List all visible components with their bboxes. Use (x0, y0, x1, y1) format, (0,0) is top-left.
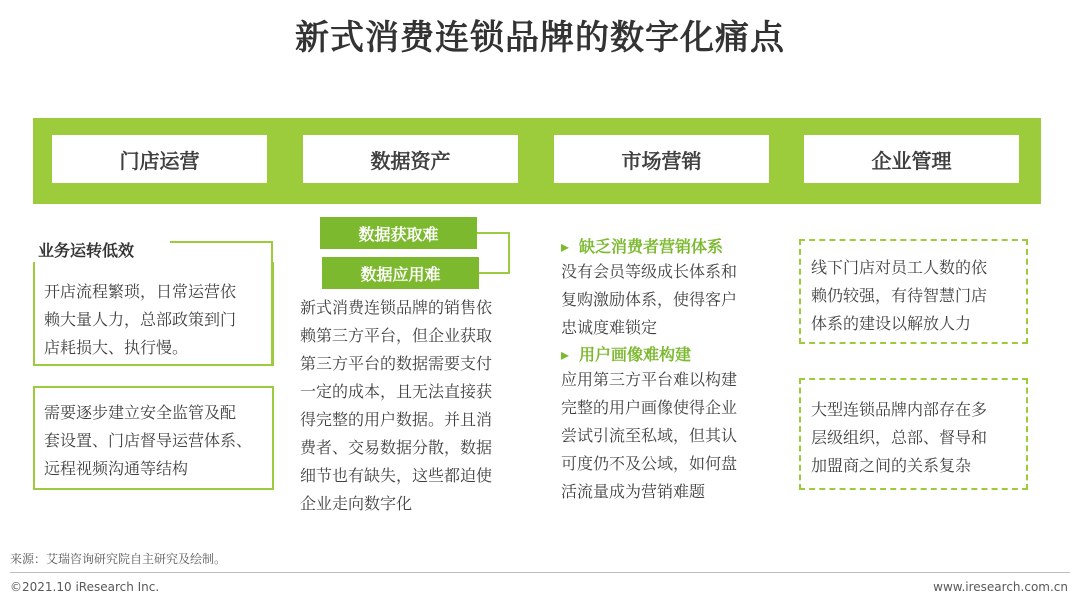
col2-line: 一定的成本，且无法直接获 (300, 382, 493, 401)
col3-p2-line: 完整的用户画像使得企业 (561, 398, 738, 417)
website-link[interactable]: www.iresearch.com.cn (933, 580, 1068, 594)
copyright: ©2021.10 iResearch Inc. (10, 580, 160, 594)
tab-marketing: 市场营销 (554, 135, 769, 183)
col4-box1-line: 体系的建设以解放人力 (811, 314, 972, 333)
col2-paragraph (300, 294, 492, 518)
col1-box1-line: 店耗损大、执行慢。 (44, 338, 189, 357)
col4-box1-line: 赖仍较强，有待智慧门店 (811, 286, 988, 305)
col4-box2-line: 层级组织，总部、督导和 (811, 428, 988, 447)
col2-line: 细节也有缺失，这些都迫使 (300, 466, 493, 485)
col2-line: 费者、交易数据分散，数据 (300, 438, 493, 457)
col1-box1-line: 开店流程繁琐，日常运营依 (44, 282, 237, 301)
col1-heading: 业务运转低效 (38, 241, 135, 260)
col4-box2-line: 加盟商之间的关系复杂 (811, 456, 972, 475)
col3-p2-line: 可度仍不及公域，如何盘 (561, 454, 738, 473)
green-arrow-icon: ▸ (561, 237, 570, 256)
col4-box2-line: 大型连锁品牌内部存在多 (811, 400, 988, 419)
source-note: 来源：艾瑞咨询研究院自主研究及绘制。 (10, 552, 227, 566)
tab-store-operations: 门店运营 (52, 135, 267, 183)
col1-box2-line: 远程视频沟通等结构 (44, 459, 189, 478)
col3-p2-line: 应用第三方平台难以构建 (561, 370, 738, 389)
green-arrow-icon: ▸ (561, 345, 570, 364)
col2-line: 第三方平台的数据需要支付 (300, 354, 493, 373)
tab-enterprise-management: 企业管理 (804, 135, 1019, 183)
col1-box2-line: 需要逐步建立安全监管及配 (44, 403, 237, 422)
col3-heading-1-label: 缺乏消费者营销体系 (579, 237, 724, 256)
tab-data-assets: 数据资产 (303, 135, 518, 183)
footer-divider (10, 572, 1070, 573)
page-title: 新式消费连锁品牌的数字化痛点 (295, 18, 785, 58)
data-application-badge: 数据应用难 (322, 257, 479, 289)
col4-box2-text (811, 396, 987, 480)
col3-p2-line: 活流量成为营销难题 (561, 482, 706, 501)
col2-line: 得完整的用户数据。并且消 (300, 410, 493, 429)
col3-heading-2-label: 用户画像难构建 (579, 345, 692, 364)
col2-line: 新式消费连锁品牌的销售依 (300, 298, 493, 317)
col3-heading-1 (561, 234, 723, 257)
col4-box1-text (811, 254, 987, 338)
col2-line: 企业走向数字化 (300, 494, 413, 513)
col3-paragraph-2 (561, 366, 737, 506)
col3-p1-line: 复购激励体系，使得客户 (561, 290, 738, 309)
col3-heading-2 (561, 342, 691, 365)
col3-p1-line: 没有会员等级成长体系和 (561, 262, 738, 281)
col2-line: 赖第三方平台，但企业获取 (300, 326, 493, 345)
col3-p2-line: 尝试引流至私域，但其认 (561, 426, 738, 445)
col4-box1-line: 线下门店对员工人数的依 (811, 258, 988, 277)
badge-connector (477, 231, 513, 275)
col3-paragraph-1 (561, 258, 737, 342)
data-acquisition-badge: 数据获取难 (320, 217, 477, 249)
col1-box2-line: 套设置、门店督导运营体系、 (44, 431, 253, 450)
col3-p1-line: 忠诚度难锁定 (561, 318, 658, 337)
col1-box1-line: 赖大量人力，总部政策到门 (44, 310, 237, 329)
col1-box1-text (44, 278, 236, 362)
col1-box2-text (44, 399, 252, 483)
